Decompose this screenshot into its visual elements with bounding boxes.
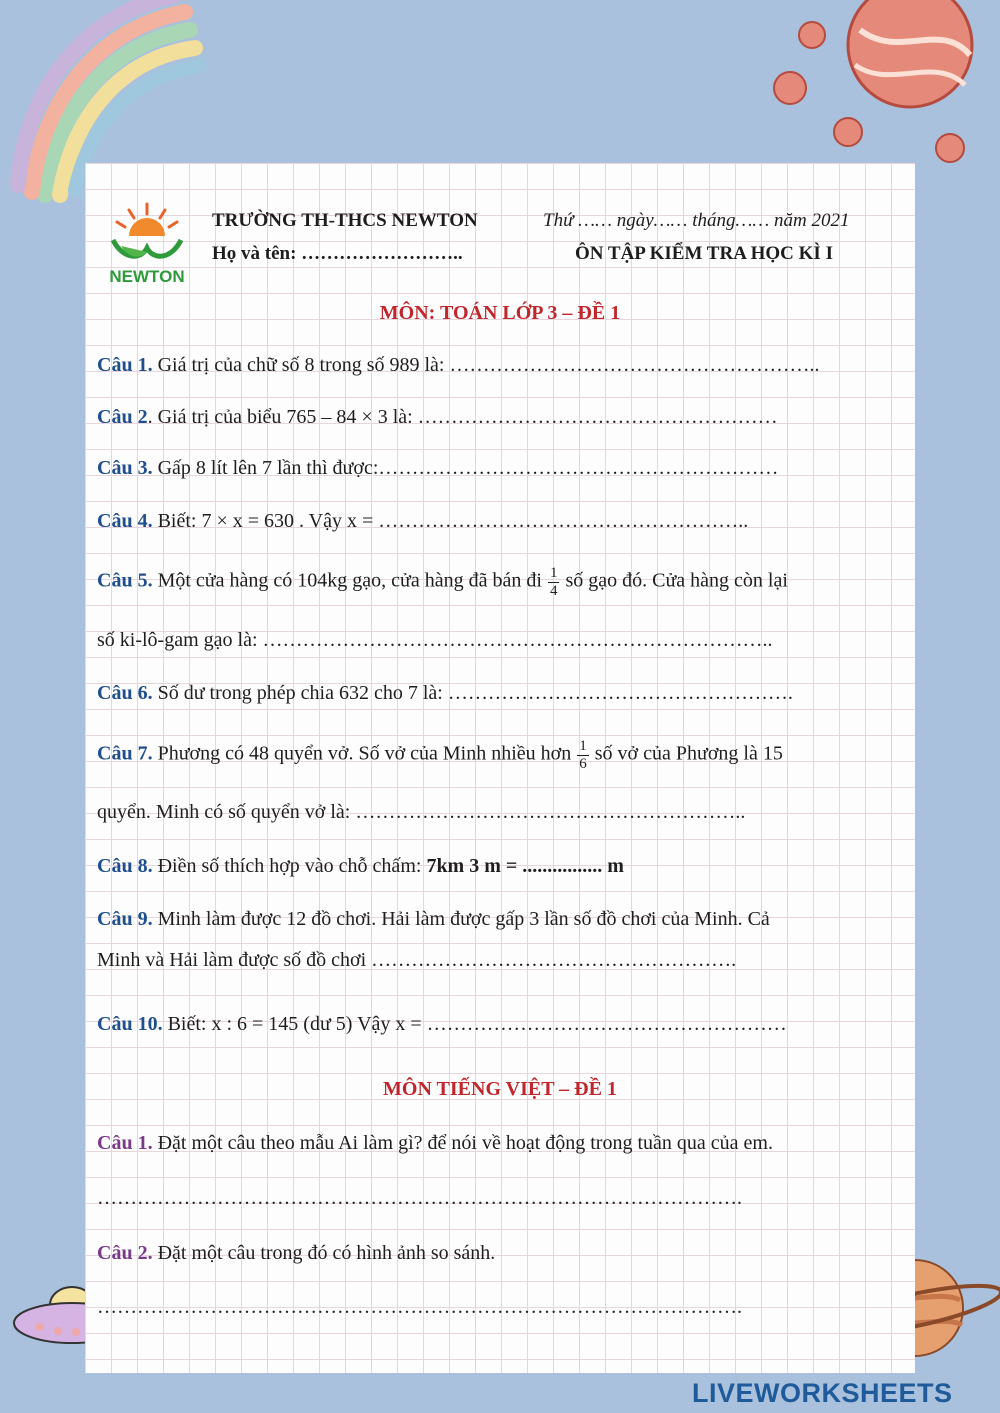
fraction-numerator: 1: [579, 738, 587, 754]
question-text: Giá trị của chữ số 8 trong số 989 là: ………………………………………………..: [152, 354, 820, 376]
liveworksheets-brand: LIVEWORKSHEETS: [692, 1378, 953, 1408]
math-question-5[interactable]: [97, 565, 912, 599]
vietnamese-question-2-answer-line[interactable]: …………………………………………………………………………………….: [97, 1296, 742, 1318]
math-question-4[interactable]: [97, 511, 912, 531]
question-label: Câu 1.: [97, 354, 153, 376]
vietnamese-question-1-answer-line[interactable]: …………………………………………………………………………………….: [97, 1187, 742, 1209]
question-label: Câu 6.: [97, 682, 153, 704]
date-line[interactable]: Thứ …… ngày…… tháng…… năm 2021: [543, 210, 850, 231]
vietnamese-question-1: [97, 1133, 912, 1153]
question-label: Câu 8.: [97, 855, 153, 877]
math-question-7-answer-line[interactable]: quyển. Minh có số quyển vở là: …………………………………………………..: [97, 801, 746, 823]
question-label: Câu 10.: [97, 1013, 163, 1035]
math-question-3[interactable]: [97, 458, 912, 478]
math-question-8[interactable]: [97, 856, 912, 876]
question-text-continued: số gạo đó. Cửa hàng còn lại: [565, 569, 788, 592]
question-label: Câu 9.: [97, 908, 153, 930]
math-question-9-answer-line[interactable]: Minh và Hải làm được số đồ chơi ……………………………………………….: [97, 949, 737, 971]
fraction: [548, 565, 560, 599]
newton-logo: [105, 196, 190, 291]
student-name-field[interactable]: Họ và tên: ……………………..: [212, 243, 463, 264]
math-question-9[interactable]: [97, 909, 912, 929]
question-label: Câu 4.: [97, 510, 153, 532]
question-bold-text: 7km 3 m = ................ m: [426, 855, 624, 877]
question-text: Số dư trong phép chia 632 cho 7 là: …………………………………………….: [152, 682, 793, 704]
question-text: Biết: 7 × x = 630 . Vậy x = ………………………………………………..: [152, 510, 749, 532]
question-text: Biết: x : 6 = 145 (dư 5) Vậy x = ………………………………………………: [162, 1013, 787, 1035]
question-label: Câu 2: [97, 406, 148, 428]
question-label: Câu 3.: [97, 457, 153, 479]
exam-title: ÔN TẬP KIỂM TRA HỌC KÌ I: [575, 243, 833, 264]
fraction-denominator: 4: [549, 582, 558, 599]
question-text: Minh làm được 12 đồ chơi. Hải làm được gấp 3 lần số đồ chơi của Minh. Cả: [152, 908, 770, 930]
fraction: [577, 738, 589, 772]
math-section-title: MÔN: TOÁN LỚP 3 – ĐỀ 1: [379, 302, 621, 324]
vietnamese-section-title: MÔN TIẾNG VIỆT – ĐỀ 1: [383, 1078, 617, 1100]
question-text: Đặt một câu theo mẫu Ai làm gì? để nói về hoạt động trong tuần qua của em.: [152, 1132, 773, 1154]
fraction-denominator: 6: [579, 755, 587, 772]
question-text: Một cửa hàng có 104kg gạo, cửa hàng đã bán đi: [152, 569, 542, 592]
header-right: [543, 210, 849, 265]
fraction-numerator: 1: [549, 565, 558, 581]
logo-text: NEWTON: [109, 267, 185, 286]
school-name: TRƯỜNG TH-THCS NEWTON: [212, 210, 478, 231]
question-label: Câu 1.: [97, 1132, 153, 1154]
question-text: Gấp 8 lít lên 7 lần thì được:……………………………………………………: [152, 457, 779, 479]
vietnamese-question-2: [97, 1243, 912, 1263]
question-text: . Giá trị của biểu 765 – 84 × 3 là: ………………………………………………: [147, 406, 778, 428]
math-question-10[interactable]: [97, 1014, 912, 1034]
question-label: Câu 2.: [97, 1242, 153, 1264]
header-left: [212, 210, 478, 265]
planets-decoration: [760, 0, 1000, 175]
question-text: Điền số thích hợp vào chỗ chấm:: [152, 855, 427, 877]
question-text: Đặt một câu trong đó có hình ảnh so sánh.: [152, 1242, 496, 1264]
math-question-2[interactable]: [97, 407, 912, 427]
question-text: Phương có 48 quyển vở. Số vở của Minh nhiều hơn: [152, 742, 572, 765]
question-label: Câu 7.: [97, 742, 153, 765]
math-question-7[interactable]: [97, 738, 912, 772]
math-question-1[interactable]: [97, 355, 912, 375]
math-question-5-answer-line[interactable]: số ki-lô-gam gạo là: …………………………………………………………………..: [97, 629, 773, 651]
question-label: Câu 5.: [97, 569, 153, 592]
math-question-6[interactable]: [97, 683, 912, 703]
question-text-continued: số vở của Phương là 15: [594, 742, 783, 765]
